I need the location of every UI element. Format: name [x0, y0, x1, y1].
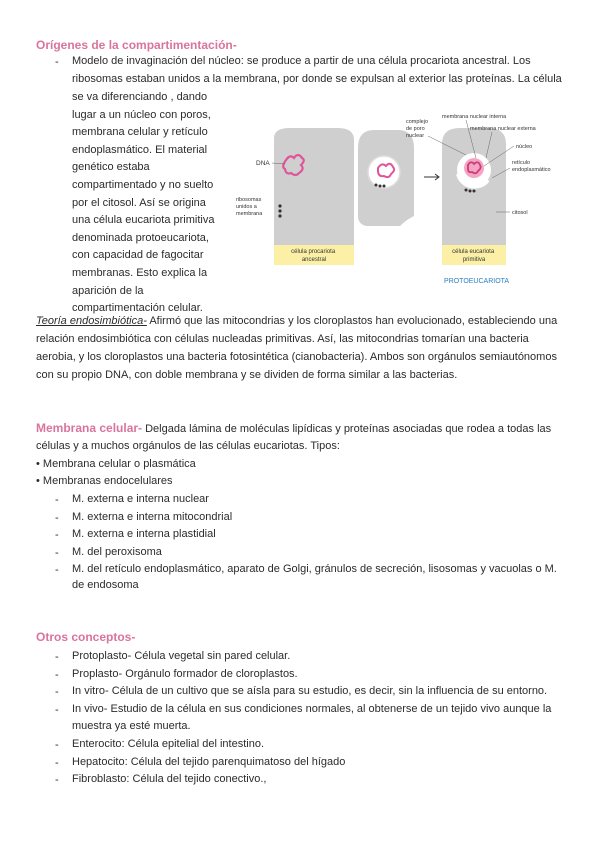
dash-item: Hepatocito: Célula del tejido parenquimatoso del hígado: [72, 755, 346, 768]
label-reticulo: retículo endoplasmático: [512, 160, 551, 173]
figure-caption: PROTOEUCARIOTA: [444, 278, 510, 285]
theory-line-1: Teoría endosimbiótica- Afirmó que las mitocondrias y los cloroplastos han evolucionado, estableciendo una: [36, 315, 558, 327]
theory-line-3: aerobia, y los cloroplastos una bacteria fotosintética (cianobacteria). Ambos son orgánulos semiautónomos: [36, 351, 557, 363]
label-membrana-interna: membrana nuclear interna: [442, 114, 507, 120]
label-citosol: citosol: [512, 210, 528, 216]
intro-line-1: Modelo de invaginación del núcleo: se produce a partir de una célula procariota ancestral. Los: [72, 55, 531, 67]
eukaryote-cell: [442, 128, 506, 258]
section-heading-otros: Otros conceptos-: [36, 630, 136, 644]
dash-item: Enterocito: Célula epitelial del intestino.: [72, 738, 265, 750]
bullet-item: • Membrana celular o plasmática: [36, 458, 196, 470]
label-membrana-externa: membrana nuclear externa: [470, 126, 536, 132]
label-nucleo: núcleo: [516, 144, 533, 150]
dash-marker: -: [55, 756, 59, 769]
narrow-line: compartimentado y no suelto: [72, 179, 214, 191]
dash-marker: -: [55, 494, 59, 506]
dash-item: M. del retículo endoplasmático, aparato de Golgi, gránulos de secreción, lisosomas y vacuolas o M.: [72, 563, 557, 575]
dash-marker: -: [55, 511, 59, 524]
narrow-line: una célula eucariota primitiva: [72, 214, 215, 227]
dash-marker: -: [55, 651, 59, 663]
dash-marker: -: [55, 564, 59, 576]
narrow-line: se va diferenciando , dando: [72, 91, 208, 103]
dash-marker: -: [55, 56, 59, 68]
narrow-line: lugar a un núcleo con poros,: [72, 108, 211, 121]
box-eucariota-label: célula eucariota primitiva: [452, 249, 495, 263]
dash-item: M. externa e interna nuclear: [72, 493, 209, 505]
section-heading-membrana: Membrana celular-: [36, 421, 143, 435]
narrow-line: membranas. Esto explica la: [72, 267, 208, 279]
theory-line-4: con su propio DNA, con doble membrana y se dividen de forma similar a las bacterias.: [36, 369, 458, 381]
ribosome-dots: [278, 204, 281, 217]
arrow-icon-2: [424, 174, 439, 180]
theory-line-2: relación endosimbiótica con células nucleadas primitivas. Así, las mitocondrias tomarían una bacteria: [36, 333, 529, 345]
narrow-line: genético estaba: [72, 161, 150, 174]
membrana-line-2: células y a muchos orgánulos de las células eucariotas. Tipos:: [36, 440, 340, 452]
dash-item: M. externa e interna mitocondrial: [72, 510, 233, 523]
narrow-line: por el citosol. Así se origina: [72, 196, 206, 209]
narrow-line: aparición de la: [72, 284, 144, 297]
bullet-item: • Membranas endocelulares: [36, 475, 173, 487]
narrow-line: endoplasmático. El material: [72, 143, 208, 156]
invivo-cont: muestra ya esté muerta.: [72, 720, 191, 733]
dash-marker: -: [55, 529, 59, 541]
dash-marker: -: [55, 546, 59, 559]
membrana-line-1: Membrana celular- Delgada lámina de moléculas lipídicas y proteínas asociadas que rodea a todas las: [36, 421, 552, 435]
dash-marker: -: [55, 739, 59, 751]
dash-marker: -: [55, 686, 59, 699]
cell-evolution-diagram: [230, 108, 570, 288]
theory-label: Teoría endosimbiótica-: [36, 315, 147, 327]
narrow-line: membrana celular y retículo: [72, 126, 208, 139]
prokaryote-cell: [274, 128, 354, 258]
dash-marker: -: [55, 774, 59, 787]
dash-item: Fibroblasto: Célula del tejido conectivo.,: [72, 773, 267, 786]
dash-item-cont: de endosoma: [72, 579, 139, 591]
dash-item: M. del peroxisoma: [72, 545, 162, 558]
dash-marker: -: [55, 668, 59, 681]
narrow-line: compartimentación celular.: [72, 302, 203, 315]
dash-item: In vivo- Estudio de la célula en sus condiciones normales, al obtenerse de un tejido vivo aunque la: [72, 702, 552, 715]
label-complejo: complejo de poro nuclear: [406, 119, 429, 139]
label-ribosomas: ribosomas unidos a membrana: [236, 197, 263, 217]
section-heading-origenes: Orígenes de la compartimentación-: [36, 38, 237, 52]
narrow-line: denominada protoeucariota,: [72, 231, 209, 244]
label-dna: DNA: [256, 160, 270, 167]
dash-item: In vitro- Célula de un cultivo que se aísla para su estudio, es decir, sin la influencia de su entorno.: [72, 685, 548, 698]
box-procariota-label: célula procariota ancestral: [291, 249, 336, 263]
dash-item: Protoplasto- Célula vegetal sin pared celular.: [72, 650, 291, 662]
dash-item: M. externa e interna plastidial: [72, 528, 216, 540]
dash-item: Proplasto- Orgánulo formador de cloroplastos.: [72, 667, 298, 680]
narrow-line: con capacidad de fagocitar: [72, 249, 204, 262]
intro-line-2: ribosomas estaban unidos a la membrana, por donde se expulsan al exterior las proteínas. La célula: [72, 73, 562, 85]
dash-marker: -: [55, 703, 59, 716]
